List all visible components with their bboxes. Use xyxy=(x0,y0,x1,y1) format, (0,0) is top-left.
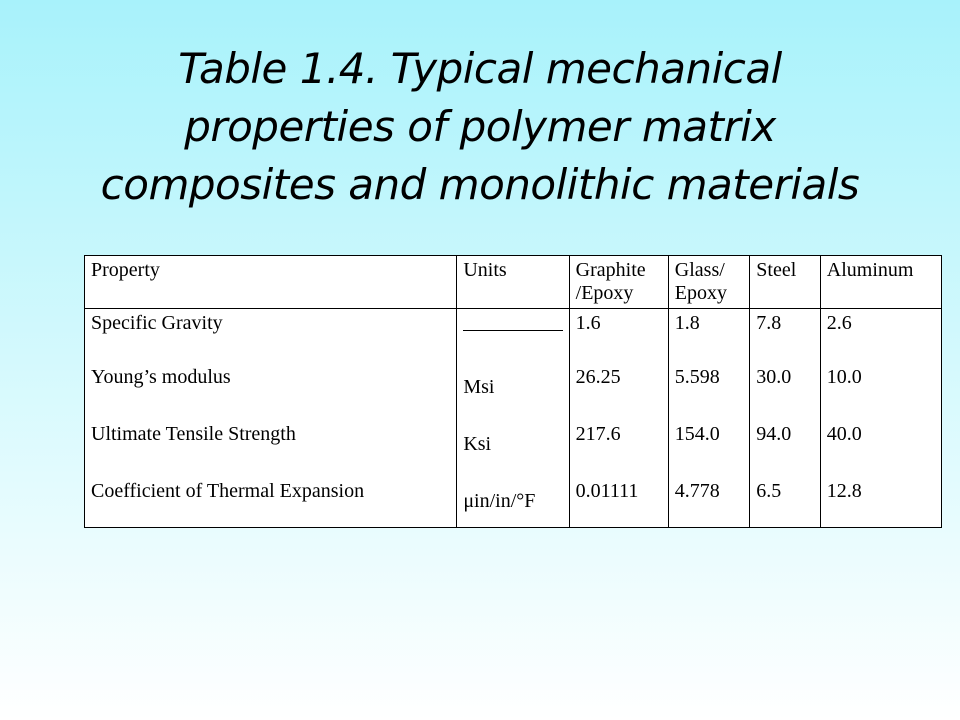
header-glass-epoxy: Glass/ Epoxy xyxy=(668,256,750,309)
cell-steel: 7.8 xyxy=(750,309,820,366)
title-line-2: properties of polymer matrix xyxy=(184,102,776,151)
cell-aluminum: 40.0 xyxy=(820,423,941,480)
cell-property: Ultimate Tensile Strength xyxy=(85,423,457,480)
properties-table xyxy=(84,255,942,528)
cell-units xyxy=(457,309,569,366)
blank-unit-line xyxy=(463,330,562,331)
cell-property: Specific Gravity xyxy=(85,309,457,366)
cell-graphite-epoxy: 26.25 xyxy=(569,366,668,423)
cell-property: Young’s modulus xyxy=(85,366,457,423)
slide-title xyxy=(0,40,960,214)
cell-steel: 6.5 xyxy=(750,480,820,528)
cell-steel: 30.0 xyxy=(750,366,820,423)
title-line-3: composites and monolithic materials xyxy=(100,160,860,209)
cell-graphite-epoxy: 1.6 xyxy=(569,309,668,366)
header-property: Property xyxy=(85,256,457,309)
cell-aluminum: 10.0 xyxy=(820,366,941,423)
table-row xyxy=(85,366,942,423)
cell-units: μin/in/°F xyxy=(457,480,569,528)
cell-glass-epoxy: 5.598 xyxy=(668,366,750,423)
table-header-row xyxy=(85,256,942,309)
cell-units: Ksi xyxy=(457,423,569,480)
header-aluminum: Aluminum xyxy=(820,256,941,309)
table-row xyxy=(85,480,942,528)
cell-units: Msi xyxy=(457,366,569,423)
cell-graphite-epoxy: 217.6 xyxy=(569,423,668,480)
cell-glass-epoxy: 1.8 xyxy=(668,309,750,366)
cell-aluminum: 2.6 xyxy=(820,309,941,366)
cell-glass-epoxy: 4.778 xyxy=(668,480,750,528)
cell-glass-epoxy: 154.0 xyxy=(668,423,750,480)
table-row xyxy=(85,423,942,480)
cell-steel: 94.0 xyxy=(750,423,820,480)
title-line-1: Table 1.4. Typical mechanical xyxy=(178,44,782,93)
cell-graphite-epoxy: 0.01111 xyxy=(569,480,668,528)
table-row xyxy=(85,309,942,366)
header-steel: Steel xyxy=(750,256,820,309)
cell-property: Coefficient of Thermal Expansion xyxy=(85,480,457,528)
cell-aluminum: 12.8 xyxy=(820,480,941,528)
header-graphite-epoxy: Graphite /Epoxy xyxy=(569,256,668,309)
header-units: Units xyxy=(457,256,569,309)
